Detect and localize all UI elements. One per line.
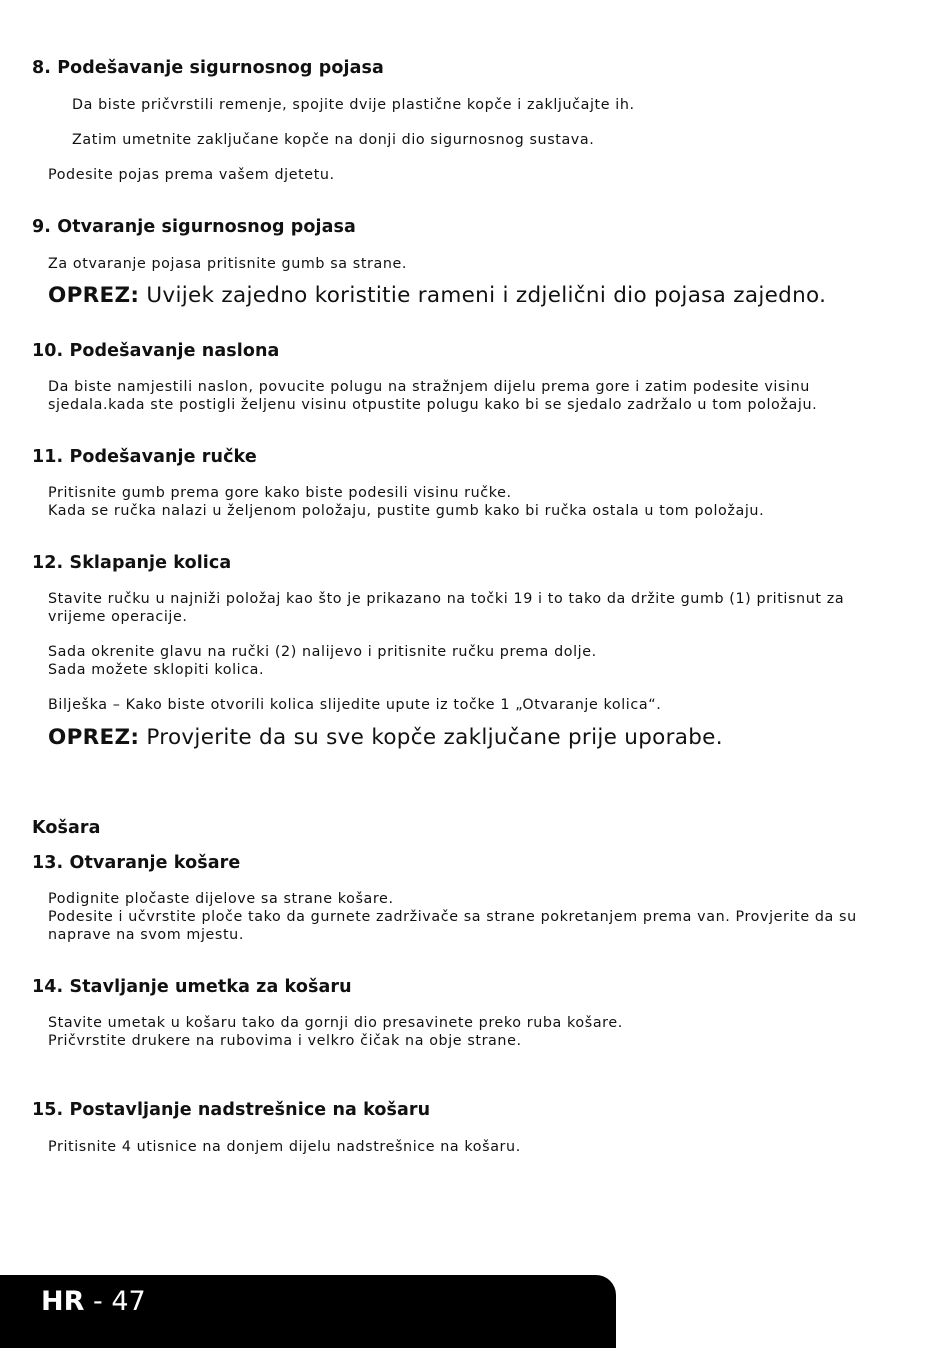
section-14-heading: 14. Stavljanje umetka za košaru: [32, 977, 352, 997]
section-9-caution: [48, 282, 826, 310]
section-15-heading: 15. Postavljanje nadstrešnice na košaru: [32, 1100, 431, 1120]
section-11-line-1: Pritisnite gumb prema gore kako biste podesili visinu ručke.: [48, 485, 512, 501]
section-8-heading: 8. Podešavanje sigurnosnog pojasa: [32, 58, 384, 78]
section-12-line-5: Bilješka – Kako biste otvorili kolica slijedite upute iz točke 1 „Otvaranje kolica“.: [48, 697, 662, 713]
section-12-heading: 12. Sklapanje kolica: [32, 553, 232, 573]
section-8-line-3: Podesite pojas prema vašem djetetu.: [48, 167, 335, 183]
section-12-line-2: vrijeme operacije.: [48, 609, 188, 625]
language-code: HR: [41, 1286, 85, 1317]
section-12-line-1: Stavite ručku u najniži položaj kao što je prikazano na točki 19 i to tako da držite gumb (1) pritisnut za: [48, 591, 845, 607]
section-13-line-3: naprave na svom mjestu.: [48, 927, 244, 943]
section-15-line-1: Pritisnite 4 utisnice na donjem dijelu nadstrešnice na košaru.: [48, 1139, 521, 1155]
caution-text: Provjerite da su sve kopče zaključane prije uporabe.: [139, 725, 723, 750]
section-13-line-2: Podesite i učvrstite ploče tako da gurnete zadrživače sa strane pokretanjem prema van. Provjerite da su: [48, 909, 857, 925]
section-12-caution: [48, 724, 723, 752]
section-10-heading: 10. Podešavanje naslona: [32, 341, 280, 361]
section-8-line-1: Da biste pričvrstili remenje, spojite dvije plastične kopče i zaključajte ih.: [72, 97, 635, 113]
page-number-label: [41, 1285, 146, 1319]
section-14-line-2: Pričvrstite drukere na rubovima i velkro čičak na obje strane.: [48, 1033, 522, 1049]
section-11-line-2: Kada se ručka nalazi u željenom položaju, pustite gumb kako bi ručka ostala u tom položaju.: [48, 503, 765, 519]
caution-text: Uvijek zajedno koristitie rameni i zdjelični dio pojasa zajedno.: [139, 283, 827, 308]
page-separator: -: [84, 1286, 112, 1317]
section-14-line-1: Stavite umetak u košaru tako da gornji dio presavinete preko ruba košare.: [48, 1015, 623, 1031]
section-12-line-4: Sada možete sklopiti kolica.: [48, 662, 265, 678]
section-10-line-2: sjedala.kada ste postigli željenu visinu otpustite polugu kako bi se sjedalo zadržalo u tom položaju.: [48, 397, 818, 413]
section-9-line-1: Za otvaranje pojasa pritisnite gumb sa strane.: [48, 256, 408, 272]
section-13-line-1: Podignite pločaste dijelove sa strane košare.: [48, 891, 394, 907]
section-11-heading: 11. Podešavanje ručke: [32, 447, 257, 467]
section-12-line-3: Sada okrenite glavu na ručki (2) nalijevo i pritisnite ručku prema dolje.: [48, 644, 597, 660]
section-13-heading: 13. Otvaranje košare: [32, 853, 241, 873]
caution-label: OPREZ:: [48, 283, 140, 308]
section-10-line-1: Da biste namjestili naslon, povucite polugu na stražnjem dijelu prema gore i zatim podesite visinu: [48, 379, 810, 395]
page-footer: [0, 1275, 616, 1348]
section-8-line-2: Zatim umetnite zaključane kopče na donji dio sigurnosnog sustava.: [72, 132, 595, 148]
section-9-heading: 9. Otvaranje sigurnosnog pojasa: [32, 217, 356, 237]
page-number: 47: [111, 1286, 146, 1317]
caution-label: OPREZ:: [48, 725, 140, 750]
kosara-title: Košara: [32, 818, 101, 838]
